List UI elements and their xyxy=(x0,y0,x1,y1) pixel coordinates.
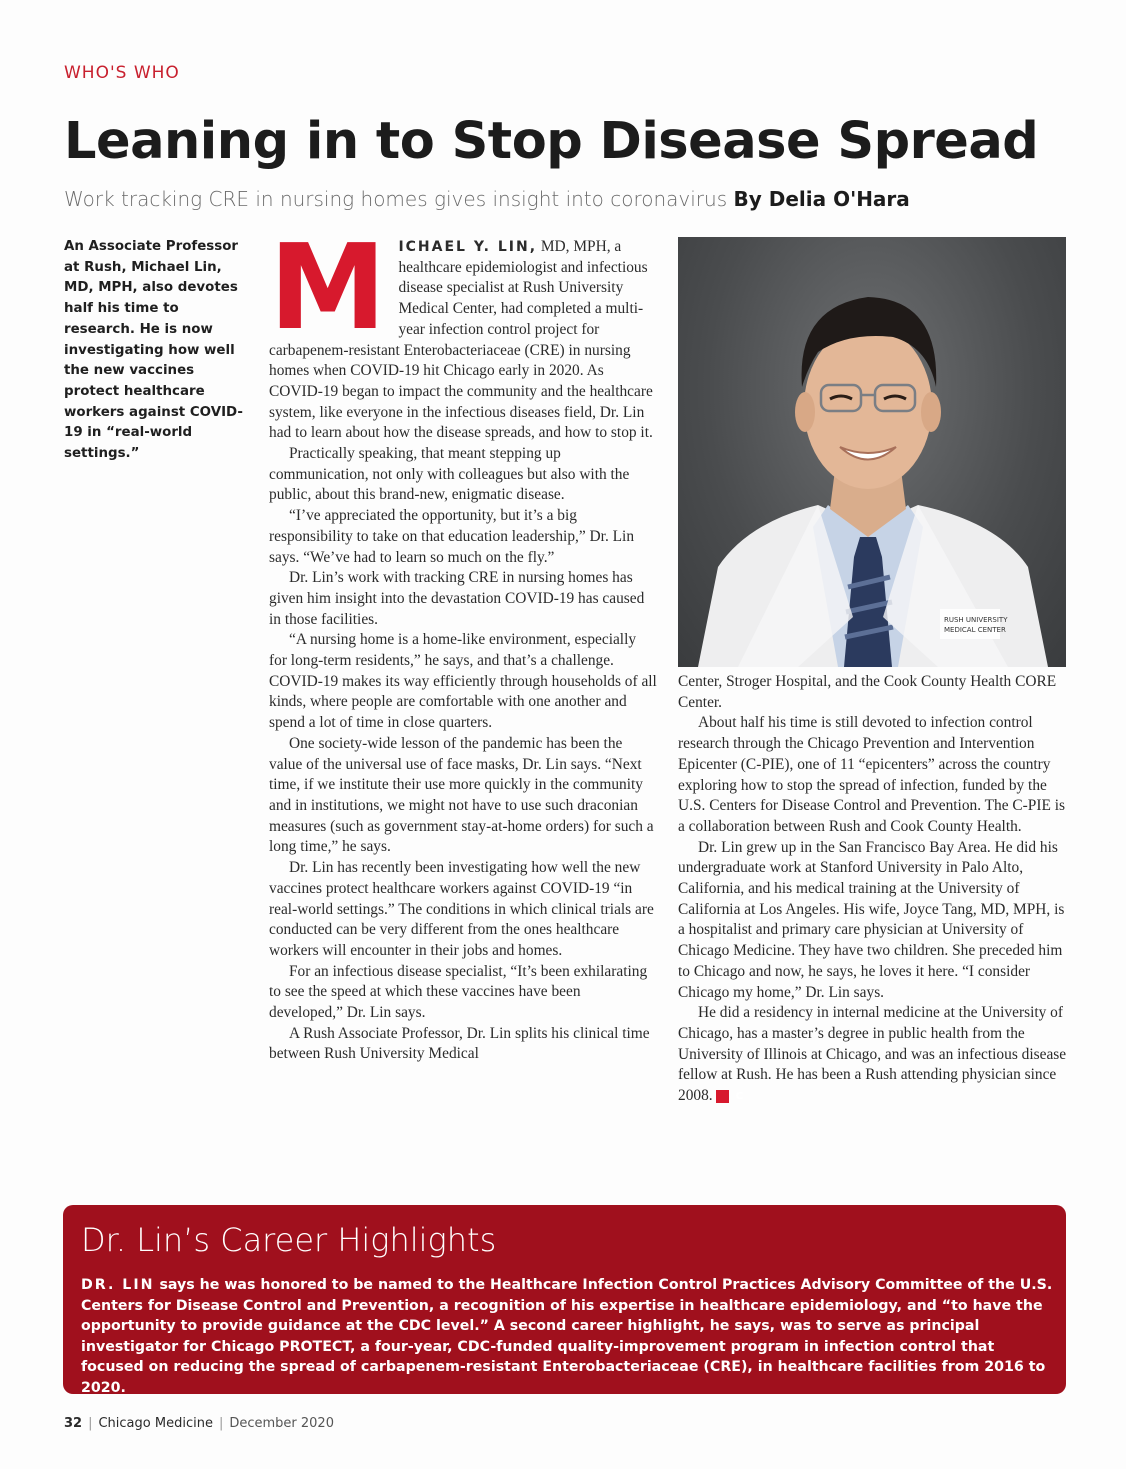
issue-date: December 2020 xyxy=(229,1416,334,1431)
portrait-photo xyxy=(678,237,1066,667)
section-kicker: WHO'S WHO xyxy=(64,63,180,83)
article-paragraph: Dr. Lin has recently been investigating how well the new vaccines protect healthcare workers against COVID-19 “in real-world settings.” The conditions in which clinical trials are conducted can be very different from the ones healthcare workers will encounter in their jobs and homes. xyxy=(269,859,654,959)
lead-name: ICHAEL Y. LIN, xyxy=(398,239,538,255)
career-highlights-box xyxy=(63,1205,1066,1394)
article-paragraph: Center, Stroger Hospital, and the Cook County Health CORE Center. xyxy=(678,673,1057,711)
article-paragraph: A Rush Associate Professor, Dr. Lin splits his clinical time between Rush University Medical xyxy=(269,1024,650,1063)
article-paragraph: About half his time is still devoted to infection control research through the Chicago Prevention and Intervention Epicenter (C-PIE), one of 11 “epicenters” across the country exploring how to stop the spread of infection, funded by the U.S. Centers for Disease Control and Prevention. The C-PIE is a collaboration between Rush and Cook County Health. xyxy=(678,714,1065,835)
career-highlights-title: Dr. Lin’s Career Highlights xyxy=(81,1221,497,1259)
article-paragraph: One society-wide lesson of the pandemic has been the value of the universal use of face masks, Dr. Lin says. “Next time, if we institute their use more quickly in the community and in institutions, we might not have to use such draconian measures (such as government stay-at-home orders) for such a long time,” he says. xyxy=(269,734,654,856)
career-highlights-body: DR. LIN says he was honored to be named to the Healthcare Infection Control Practices Advisory Committee of the U.S. Centers for Disease Control and Prevention, a recognition of his expertise in healthcare epidemiology, and “to have the opportunity to provide guidance at the CDC level.” A second career highlight, he says, was to serve as principal investigator for Chicago PROTECT, a four-year, CDC-funded quality-improvement program in infection control that focused on reducing the spread of carbapenem-resistant Enterobacteriaceae (CRE), in healthcare facilities from 2016 to 2020. xyxy=(81,1277,1053,1396)
article-paragraph: Dr. Lin’s work with tracking CRE in nursing homes has given him insight into the devastation COVID-19 has caused in those facilities. xyxy=(269,569,645,628)
page-footer: 32 | Chicago Medicine | December 2020 xyxy=(64,1416,334,1431)
byline: By Delia O'Hara xyxy=(733,187,910,211)
article-paragraph: “I’ve appreciated the opportunity, but it’s a big responsibility to take on that education leadership,” Dr. Lin says. “We’ve had to learn so much on the fly.” xyxy=(269,507,635,566)
article-headline: Leaning in to Stop Disease Spread xyxy=(64,112,1039,171)
publication-name: Chicago Medicine xyxy=(98,1416,213,1431)
drop-cap: M xyxy=(269,218,387,356)
article-paragraph: He did a residency in internal medicine at the University of Chicago, has a master’s degree in public health from the University of Illinois at Chicago, and was an infectious disease fellow at Rush. He has been a Rush attending physician since 2008. C xyxy=(678,1004,1067,1105)
article-paragraph: “A nursing home is a home-like environment, especially for long-term residents,” he says, and that’s a challenge. COVID-19 makes its way efficiently through households of all kinds, where people are comfortable with one another and spend a lot of time in close quarters. xyxy=(269,631,657,732)
article-paragraph: Practically speaking, that meant stepping up communication, not only with colleagues but also with the public, about this brand-new, enigmatic disease. xyxy=(269,445,630,504)
sidebar-summary: An Associate Professor at Rush, Michael Lin, MD, MPH, also devotes half his time to research. He is now investigating how well the new vaccines protect healthcare workers against COVID-19 in “real-world settings.” xyxy=(64,239,243,462)
coat-embroidery-line-2: MEDICAL CENTER xyxy=(944,626,1006,634)
coat-embroidery-line-1: RUSH UNIVERSITY xyxy=(944,616,1008,624)
article-paragraph: Dr. Lin grew up in the San Francisco Bay Area. He did his undergraduate work at Stanford University in Palo Alto, California, and his medical training at the University of California at Los Angeles. His wife, Joyce Tang, MD, MPH, is a hospitalist and primary care physician at University of Chicago Medicine. They have two children. She preceded him to Chicago and now, he says, he loves it here. “I consider Chicago my home,” Dr. Lin says. xyxy=(678,838,1065,1001)
highlights-lead: DR. LIN xyxy=(81,1277,155,1293)
article-column-2 xyxy=(678,672,1068,1107)
article-column-1 xyxy=(269,218,657,1065)
page-number: 32 xyxy=(64,1416,83,1431)
deck-text: Work tracking CRE in nursing homes gives insight into coronavirus xyxy=(64,187,728,211)
portrait-illustration xyxy=(678,237,1066,667)
article-paragraph: For an infectious disease specialist, “It’s been exhilarating to see the speed at which these vaccines have been developed,” Dr. Lin says. xyxy=(269,962,648,1022)
article-deck xyxy=(64,187,910,211)
end-mark-icon: C xyxy=(716,1090,729,1103)
article-paragraph: ICHAEL Y. LIN, MD, MPH, a healthcare epidemiologist and infectious disease specialist at Rush University Medical Center, had completed a multi-year infection control project for carbapenem-resistant Enterobacteriaceae (CRE) in nursing homes when COVID-19 hit Chicago early in 2020. As COVID-19 began to impact the community and the healthcare system, like everyone in the infectious diseases field, Dr. Lin had to learn about how the disease spreads, and how to stop it. xyxy=(269,238,653,442)
